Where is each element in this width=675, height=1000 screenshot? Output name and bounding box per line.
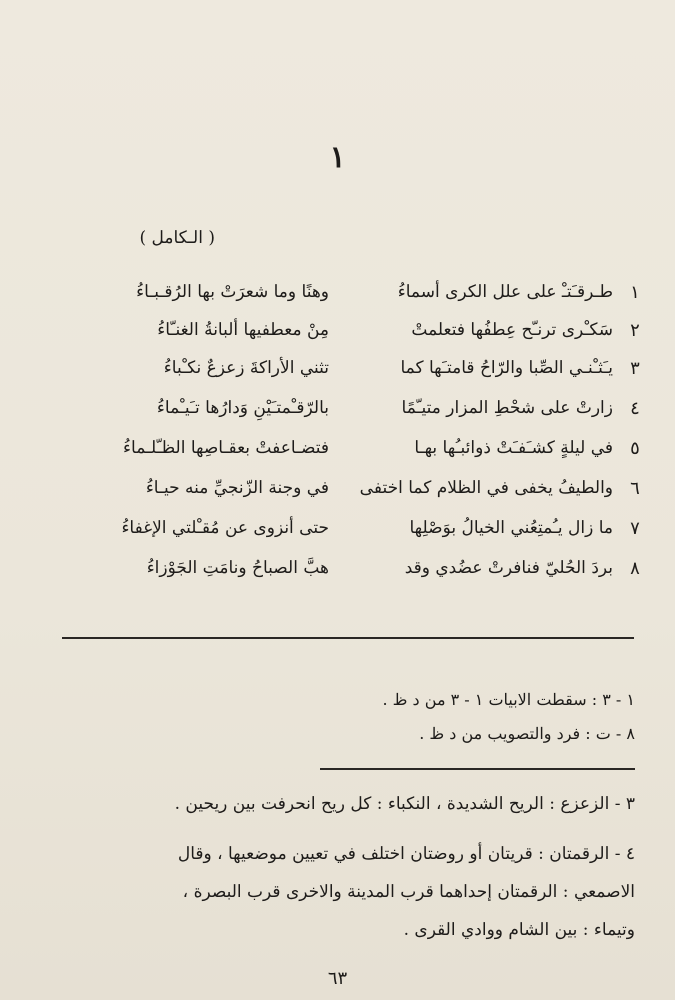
verse-first-hemistich: والطيفُ يخفى في الظلام كما اختفى [359,478,613,498]
footnote-divider [62,637,634,639]
verse-second-hemistich: فتضـاعفتْ بعقـاصِها الظـّلـماءُ [123,438,329,458]
verse-second-hemistich: مِنْ معطفيها ألبانةُ الغنـّاءُ [157,320,329,340]
verse-number: ٦ [630,478,640,499]
verse-first-hemistich: بردَ الحُليّ فنافرتْ عضُدي وقد [404,558,613,578]
gloss-divider [320,768,635,770]
verse-number: ٧ [630,518,640,539]
verse-second-hemistich: تثني الأراكةَ زعزعٌ نكـْباءُ [163,358,329,378]
variant-note: ٨ - ت : فرد والتصويب من د ظ . [419,724,635,743]
page-number: ٦٣ [327,968,348,989]
verse-number: ٨ [630,558,640,579]
verse-first-hemistich: زارتْ على شحْطِ المزار متيـّمًا [401,398,613,418]
verse-line [0,320,675,360]
verse-number: ١ [630,282,640,303]
gloss-line: ٤ - الرقمتان : قريتان أو روضتان اختلف في تعيين موضعيها ، وقال [177,844,635,864]
gloss-line: الاصمعي : الرقمتان إحداهما قرب المدينة والاخرى قرب البصرة ، [182,882,635,902]
verse-second-hemistich: هبَّ الصباحُ ونامَتِ الجَوْزاءُ [146,558,329,578]
verse-line [0,282,675,322]
meter-label: ( الـكامل ) [139,228,215,248]
gloss-line: وتيماء : بين الشام ووادي القرى . [403,920,635,940]
gloss-line: ٣ - الزعزع : الريح الشديدة ، النكباء : كل ريح انحرفت بين ريحين . [174,794,635,814]
verse-number: ٢ [630,320,640,341]
verse-first-hemistich: سَكـْرى ترنـّح عِطفُها فتعلمتْ [411,320,613,340]
verse-first-hemistich: في ليلةٍ كشـَفـَتْ ذوائبـُها بهـا [414,438,613,458]
verse-number: ٥ [630,438,640,459]
verse-first-hemistich: يـَثـْنـي الصِّبا والرّاحُ قامتـَها كما [400,358,613,378]
verse-second-hemistich: في وجنة الزّنجيِّ منه حيـاءُ [145,478,329,498]
verse-second-hemistich: وهنًا وما شعرَتْ بها الرُقـبـاءُ [136,282,329,302]
poem-number: ١ [329,140,346,175]
verse-second-hemistich: حتى أنزوى عن مُقـْلتي الإغفاءُ [121,518,329,538]
verse-second-hemistich: بالرّقـْمتـَيْنِ وَدارُها تـَيـْماءُ [156,398,329,418]
verse-line [0,558,675,598]
verse-line [0,398,675,438]
verse-first-hemistich: ما زال يـُمتِعُني الخيالُ بوَصْلِها [409,518,613,538]
verse-line [0,478,675,518]
verse-line [0,518,675,558]
verse-line [0,438,675,478]
verse-first-hemistich: طـرقـَتـْ على علل الكرى أسماءُ [397,282,613,302]
verse-line [0,358,675,398]
variant-note: ١ - ٣ : سقطت الابيات ١ - ٣ من د ظ . [382,690,635,709]
verse-number: ٣ [630,358,640,379]
verse-number: ٤ [630,398,640,419]
